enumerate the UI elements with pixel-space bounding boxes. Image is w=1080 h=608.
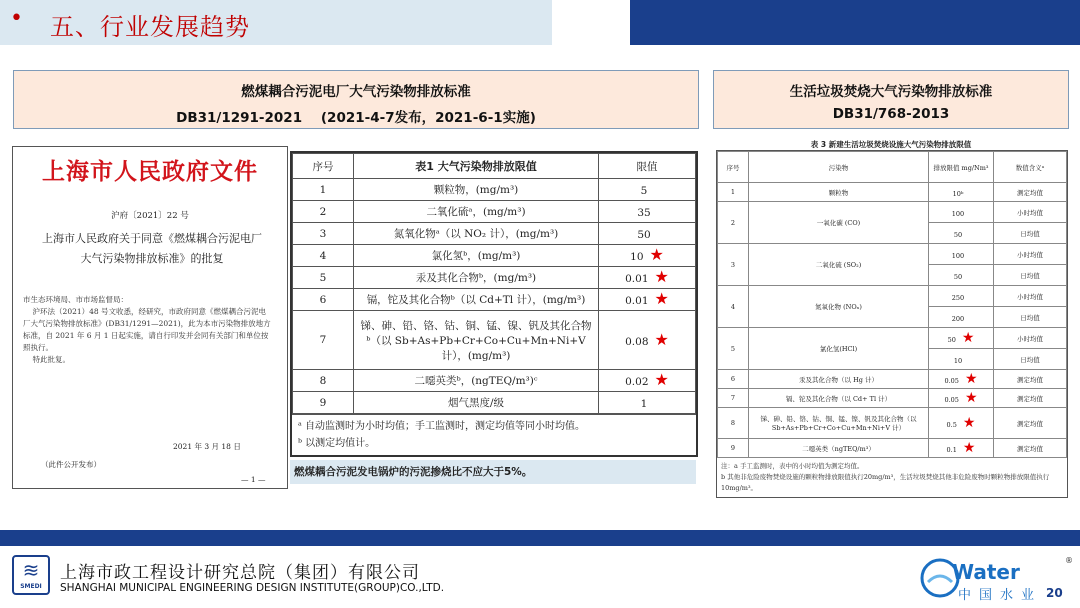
limit-cell (929, 202, 994, 223)
row-number: 6 (718, 370, 749, 389)
value-meaning: 小时均值 (994, 328, 1067, 349)
document-page: — 1 — (241, 475, 266, 484)
col-header-limit: 排放限值 mg/Nm³ (929, 152, 994, 183)
table-row (718, 286, 1067, 307)
row-number: 1 (293, 179, 354, 201)
government-document (12, 146, 288, 489)
pollutant-name: 颗粒物，(mg/m³) (354, 179, 599, 201)
limit-value: 0.01 (625, 295, 649, 307)
limit-cell (929, 328, 994, 349)
row-number: 8 (293, 370, 354, 392)
limit-value: 0.01 (625, 273, 649, 285)
limit-value: 1 (640, 398, 648, 410)
row-number: 3 (718, 244, 749, 286)
limit-cell (929, 389, 994, 408)
row-number: 4 (293, 245, 354, 267)
slide-title: 五、行业发展趋势 (50, 13, 250, 41)
right-standard-box (713, 70, 1069, 129)
row-number: 8 (718, 408, 749, 439)
watermark (920, 552, 1075, 604)
limit-cell (599, 267, 696, 289)
star-icon: ★ (964, 371, 978, 387)
limit-cell (929, 408, 994, 439)
star-icon: ★ (654, 267, 669, 286)
table1-note: ᵃ 自动监测时为小时均值；手工监测时，测定均值等同小时均值。 (298, 421, 586, 432)
pollutant-name: 二氧化硫ᵃ，(mg/m³) (354, 201, 599, 223)
left-standard-subtitle: DB31/1291-2021 (2021-4-7发布，2021-6-1实施) (176, 110, 536, 126)
limit-value: 35 (637, 207, 651, 219)
left-standard-box (13, 70, 699, 129)
pollutant-name: 锑、砷、铅、铬、钴、铜、锰、镍、钒及其化合物ᵇ（以 Sb+As+Pb+Cr+Co+Cu+Mn+Ni+V 计），(mg/m³) (354, 311, 599, 370)
document-body: 市生态环境局、市市场监督局： 沪环法（2021）48 号文收悉，经研究，市政府同意《燃煤耦合污泥电厂大气污染物排放标准》(DB31/1291—2021)，此为本市污染物排放地方标准，自 2021 年 6 月 1 日起实施，请自行印发并会同有关部门和单位按照执行。 特此批复。 (23, 295, 271, 364)
pollutant-name: 二噁英类ᵇ，(ngTEQ/m³)ᶜ (354, 370, 599, 392)
limit-value: 10 (953, 357, 963, 365)
star-icon: ★ (654, 370, 669, 389)
table-row (718, 202, 1067, 223)
limit-value: 10 (630, 251, 644, 263)
pollutant-name: 镉、铊及其化合物（以 Cd+ Tl 计） (749, 389, 929, 408)
table2-caption: 表 3 新建生活垃圾焚烧设施大气污染物排放限值 (810, 140, 972, 149)
table-row (293, 245, 696, 267)
row-number: 9 (293, 392, 354, 414)
pollutant-name: 汞及其化合物ᵇ，(mg/m³) (354, 267, 599, 289)
pollutant-name: 二氧化硫 (SO₂) (749, 244, 929, 286)
limit-value: 0.1 (946, 446, 957, 454)
right-standard-title: 生活垃圾焚烧大气污染物排放标准 (789, 84, 993, 100)
pollutant-name: 汞及其化合物（以 Hg 计） (749, 370, 929, 389)
table-row (718, 408, 1067, 439)
footer-bar (0, 530, 1080, 546)
limit-cell (599, 370, 696, 392)
table-row (718, 389, 1067, 408)
limit-value: 0.05 (944, 377, 959, 385)
value-meaning: 测定均值 (994, 439, 1067, 458)
value-meaning: 日均值 (994, 223, 1067, 244)
table-row (718, 183, 1067, 202)
document-heading: 上海市人民政府文件 (42, 158, 258, 185)
row-number: 5 (718, 328, 749, 370)
company-name-cn: 上海市政工程设计研究总院（集团）有限公司 (60, 563, 420, 583)
limit-value: 0.08 (625, 335, 649, 348)
limit-cell (599, 289, 696, 311)
limit-cell (599, 245, 696, 267)
limit-value: 250 (951, 294, 965, 302)
company-name-en: SHANGHAI MUNICIPAL ENGINEERING DESIGN INSTITUTE(GROUP)CO.,LTD. (60, 582, 445, 594)
value-meaning: 日均值 (994, 349, 1067, 370)
star-icon: ★ (654, 289, 669, 308)
col-header-pollutant: 污染物 (749, 152, 929, 183)
pollutant-name: 镉，铊及其化合物ᵇ（以 Cd+Tl 计），(mg/m³) (354, 289, 599, 311)
value-meaning: 小时均值 (994, 286, 1067, 307)
limit-cell (929, 223, 994, 244)
pollutant-name: 氯化氢ᵇ，(mg/m³) (354, 245, 599, 267)
table-row (293, 311, 696, 370)
table-row (293, 267, 696, 289)
limit-cell (929, 439, 994, 458)
star-icon: ★ (962, 440, 976, 456)
row-number: 2 (718, 202, 749, 244)
star-icon: ★ (649, 245, 664, 264)
limit-value: 10ᵇ (952, 190, 964, 198)
pollutant-name: 氮氧化物ᵃ（以 NO₂ 计），(mg/m³) (354, 223, 599, 245)
emission-limit-table-1 (290, 151, 698, 457)
table-row (293, 370, 696, 392)
col-header-meaning: 数值含义ᵃ (994, 152, 1067, 183)
limit-value: 0.02 (625, 376, 649, 388)
limit-cell (929, 286, 994, 307)
limit-cell (929, 244, 994, 265)
table-row (718, 370, 1067, 389)
value-meaning: 测定均值 (994, 183, 1067, 202)
limit-cell (929, 183, 994, 202)
table1-caption: 表1 大气污染物排放限值 (354, 154, 599, 179)
limit-value: 50 (953, 231, 963, 239)
document-number: 沪府〔2021〕22 号 (111, 211, 189, 221)
slide-header (0, 0, 552, 45)
document-date: 2021 年 3 月 18 日 (173, 442, 241, 451)
value-meaning: 测定均值 (994, 370, 1067, 389)
star-icon: ★ (962, 415, 976, 431)
col-header-no: 序号 (718, 152, 749, 183)
sludge-ratio-banner: 燃煤耦合污泥发电锅炉的污泥掺烧比不应大于5%。 (290, 460, 696, 484)
header-accent-bar (630, 0, 1080, 45)
limit-value: 200 (951, 315, 965, 323)
pollutant-name: 颗粒物 (749, 183, 929, 202)
watermark-cn: 中国水业 (958, 588, 1043, 603)
limit-cell (929, 370, 994, 389)
row-number: 5 (293, 267, 354, 289)
logo-text: SMEDI (20, 583, 42, 590)
table-row (718, 328, 1067, 349)
value-meaning: 小时均值 (994, 202, 1067, 223)
limit-cell (929, 265, 994, 286)
limit-value: 50 (947, 336, 956, 344)
star-icon: ★ (964, 390, 978, 406)
limit-value: 50 (637, 229, 651, 241)
row-number: 7 (293, 311, 354, 370)
table-row (293, 289, 696, 311)
value-meaning: 日均值 (994, 265, 1067, 286)
star-icon: ★ (654, 329, 669, 349)
limit-cell (929, 307, 994, 328)
limit-value: 100 (951, 252, 965, 260)
table-row (293, 392, 696, 414)
emission-limit-table-3 (716, 150, 1068, 498)
table-row (718, 244, 1067, 265)
limit-cell (599, 392, 696, 414)
limit-cell (929, 349, 994, 370)
limit-value: 5 (640, 185, 648, 197)
limit-value: 0.5 (946, 421, 957, 429)
pollutant-name: 一氧化碳 (CO) (749, 202, 929, 244)
bullet-icon: • (10, 6, 23, 31)
limit-cell (599, 179, 696, 201)
registered-mark: ® (1065, 556, 1073, 565)
pollutant-name: 烟气黑度/级 (354, 392, 599, 414)
value-meaning: 小时均值 (994, 244, 1067, 265)
table2-note: 注：a 手工监测时，表中的小时均值为测定均值。 (721, 462, 864, 470)
table1-notes (292, 414, 696, 455)
table2-notes (717, 458, 1067, 497)
limit-value: 100 (951, 210, 965, 218)
star-icon: ★ (961, 330, 975, 346)
logo-mark-icon: ≋ (22, 558, 40, 582)
table-row (293, 223, 696, 245)
table2-note: b 其他非危险废物焚烧设施的颗粒物排放限值执行20mg/m³，生活垃圾焚烧其他非危险废物时颗粒物排放限值执行10mg/m³。 (721, 473, 1050, 492)
row-number: 6 (293, 289, 354, 311)
value-meaning: 测定均值 (994, 389, 1067, 408)
value-meaning: 测定均值 (994, 408, 1067, 439)
table-row (293, 201, 696, 223)
pollutant-name: 锑、砷、铅、铬、钴、铜、锰、镍、钒及其化合物（以 Sb+As+Pb+Cr+Co+Cu+Mn+Ni+V 计） (749, 408, 929, 439)
row-number: 4 (718, 286, 749, 328)
document-title: 上海市人民政府关于同意《燃煤耦合污泥电厂大气污染物排放标准》的批复 (42, 232, 262, 265)
limit-cell (599, 201, 696, 223)
table-row (293, 179, 696, 201)
row-number: 1 (718, 183, 749, 202)
left-standard-title: 燃煤耦合污泥电厂大气污染物排放标准 (241, 84, 471, 100)
limit-value: 0.05 (944, 396, 959, 404)
row-number: 2 (293, 201, 354, 223)
pollutant-name: 氯化氢(HCl) (749, 328, 929, 370)
document-footer: （此件公开发布） (41, 460, 101, 469)
row-number: 9 (718, 439, 749, 458)
col-header-limit: 限值 (599, 154, 696, 179)
table1-note: ᵇ 以测定均值计。 (298, 438, 376, 449)
limit-value: 50 (953, 273, 963, 281)
limit-cell (599, 311, 696, 370)
pollutant-name: 二噁英类（ngTEQ/m³） (749, 439, 929, 458)
page-number: 20 (1046, 586, 1063, 600)
value-meaning: 日均值 (994, 307, 1067, 328)
limit-cell (599, 223, 696, 245)
table-row (718, 439, 1067, 458)
pollutant-name: 氮氧化物 (NOₓ) (749, 286, 929, 328)
row-number: 7 (718, 389, 749, 408)
right-standard-subtitle: DB31/768-2013 (832, 106, 950, 122)
watermark-en: Water (952, 560, 1020, 584)
smedi-logo (12, 555, 50, 595)
row-number: 3 (293, 223, 354, 245)
col-header-no: 序号 (293, 154, 354, 179)
